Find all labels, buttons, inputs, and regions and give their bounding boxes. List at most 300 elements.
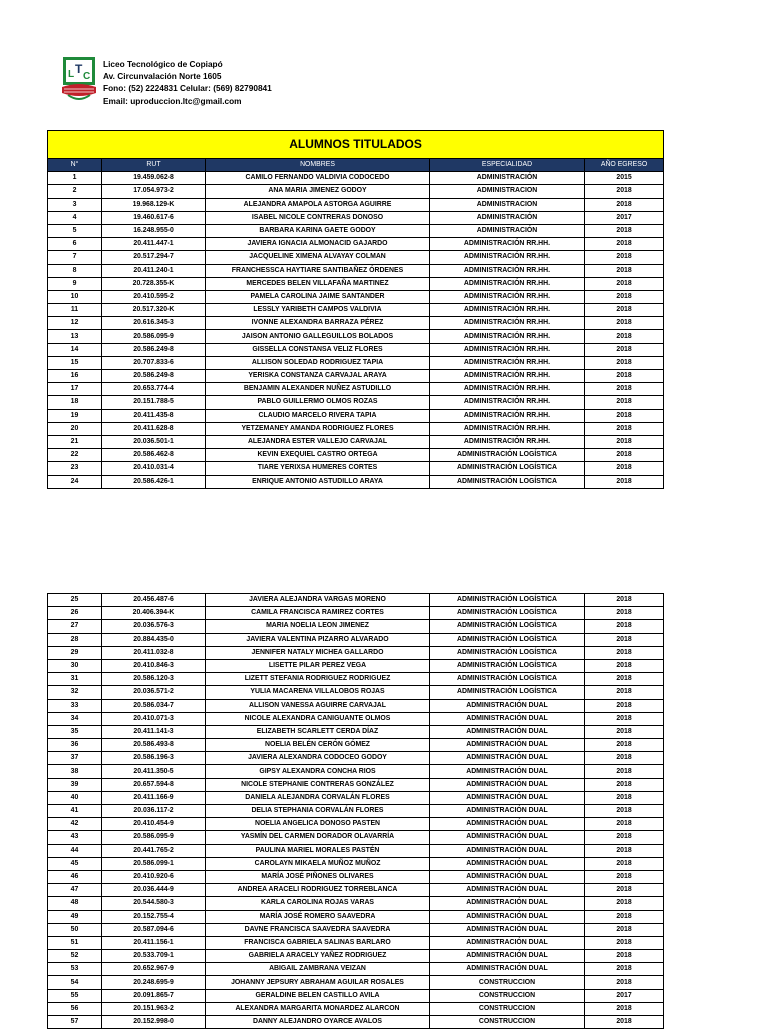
header-rut: RUT (102, 159, 206, 172)
cell-number: 27 (48, 620, 102, 633)
cell-year: 2018 (585, 330, 664, 343)
cell-name: DANNY ALEJANDRO OYARCE AVALOS (206, 1016, 430, 1029)
cell-name: BARBARA KARINA GAETE GODOY (206, 224, 430, 237)
table-row (48, 739, 664, 752)
cell-specialty: ADMINISTRACIÓN DUAL (430, 936, 585, 949)
cell-rut: 17.054.973-2 (102, 185, 206, 198)
table-row (48, 950, 664, 963)
cell-year: 2018 (585, 936, 664, 949)
cell-number: 26 (48, 607, 102, 620)
cell-rut: 19.459.062-8 (102, 172, 206, 185)
cell-name: CAROLAYN MIKAELA MUÑOZ MUÑOZ (206, 857, 430, 870)
cell-rut: 16.248.955-0 (102, 224, 206, 237)
cell-specialty: CONSTRUCCION (430, 976, 585, 989)
cell-rut: 20.586.249-8 (102, 343, 206, 356)
table-header-row (48, 159, 664, 172)
cell-year: 2018 (585, 818, 664, 831)
cell-name: JACQUELINE XIMENA ALVAYAY COLMAN (206, 251, 430, 264)
cell-specialty: ADMINISTRACIÓN DUAL (430, 923, 585, 936)
cell-rut: 20.411.435-8 (102, 409, 206, 422)
cell-year: 2018 (585, 356, 664, 369)
cell-year: 2018 (585, 739, 664, 752)
cell-rut: 20.091.865-7 (102, 989, 206, 1002)
table-row (48, 725, 664, 738)
cell-specialty: ADMINISTRACIÓN LOGÍSTICA (430, 673, 585, 686)
cell-name: MARÍA JOSÉ PIÑONES OLIVARES (206, 870, 430, 883)
table-row (48, 1016, 664, 1029)
cell-number: 20 (48, 422, 102, 435)
cell-year: 2018 (585, 778, 664, 791)
table-row (48, 475, 664, 488)
cell-specialty: ADMINISTRACIÓN LOGÍSTICA (430, 449, 585, 462)
cell-name: IVONNE ALEXANDRA BARRAZA PÉREZ (206, 317, 430, 330)
cell-specialty: ADMINISTRACIÓN RR.HH. (430, 422, 585, 435)
cell-number: 5 (48, 224, 102, 237)
cell-rut: 20.411.628-8 (102, 422, 206, 435)
table-row (48, 290, 664, 303)
cell-number: 17 (48, 383, 102, 396)
cell-specialty: ADMINISTRACIÓN RR.HH. (430, 317, 585, 330)
table-row (48, 422, 664, 435)
table-row (48, 238, 664, 251)
table-row (48, 396, 664, 409)
table-row (48, 1002, 664, 1015)
cell-year: 2018 (585, 396, 664, 409)
cell-name: FRANCHESSCA HAYTIARE SANTIBAÑEZ ÓRDENES (206, 264, 430, 277)
cell-year: 2018 (585, 1016, 664, 1029)
cell-year: 2018 (585, 422, 664, 435)
cell-year: 2018 (585, 725, 664, 738)
cell-number: 24 (48, 475, 102, 488)
cell-specialty: CONSTRUCCION (430, 1016, 585, 1029)
cell-specialty: ADMINISTRACIÓN RR.HH. (430, 396, 585, 409)
school-phone: Fono: (52) 2224831 Celular: (569) 82790841 (103, 83, 272, 94)
cell-rut: 20.152.755-4 (102, 910, 206, 923)
cell-number: 2 (48, 185, 102, 198)
table-row (48, 264, 664, 277)
school-logo-icon (60, 55, 98, 103)
cell-rut: 20.411.166-9 (102, 791, 206, 804)
cell-number: 56 (48, 1002, 102, 1015)
cell-year: 2018 (585, 370, 664, 383)
cell-number: 47 (48, 884, 102, 897)
cell-year: 2018 (585, 633, 664, 646)
table-row (48, 870, 664, 883)
cell-name: ALEJANDRA ESTER VALLEJO CARVAJAL (206, 435, 430, 448)
cell-name: PAULINA MARIEL MORALES PASTÉN (206, 844, 430, 857)
cell-year: 2018 (585, 752, 664, 765)
cell-name: GISSELLA CONSTANSA VELIZ FLORES (206, 343, 430, 356)
cell-specialty: ADMINISTRACIÓN DUAL (430, 765, 585, 778)
cell-year: 2018 (585, 831, 664, 844)
cell-name: JAVIERA VALENTINA PIZARRO ALVARADO (206, 633, 430, 646)
graduates-table-page2-body (48, 594, 664, 1029)
cell-specialty: ADMINISTRACIÓN LOGÍSTICA (430, 659, 585, 672)
cell-number: 35 (48, 725, 102, 738)
cell-number: 44 (48, 844, 102, 857)
cell-name: ANDREA ARACELI RODRIGUEZ TORREBLANCA (206, 884, 430, 897)
table-row (48, 594, 664, 607)
cell-number: 36 (48, 739, 102, 752)
cell-name: ALEXANDRA MARGARITA MONARDEZ ALARCON (206, 1002, 430, 1015)
cell-number: 19 (48, 409, 102, 422)
cell-year: 2018 (585, 805, 664, 818)
cell-rut: 20.411.032-8 (102, 646, 206, 659)
cell-specialty: ADMINISTRACIÓN LOGÍSTICA (430, 646, 585, 659)
header-names: NOMBRES (206, 159, 430, 172)
cell-number: 51 (48, 936, 102, 949)
cell-specialty: ADMINISTRACIÓN RR.HH. (430, 409, 585, 422)
cell-name: MARÍA JOSÉ ROMERO SAAVEDRA (206, 910, 430, 923)
table-row (48, 963, 664, 976)
cell-year: 2018 (585, 950, 664, 963)
cell-number: 8 (48, 264, 102, 277)
cell-rut: 20.586.426-1 (102, 475, 206, 488)
cell-year: 2018 (585, 765, 664, 778)
cell-specialty: ADMINISTRACION (430, 198, 585, 211)
table-row (48, 936, 664, 949)
cell-year: 2018 (585, 304, 664, 317)
table-row (48, 778, 664, 791)
cell-name: LISETTE PILAR PEREZ VEGA (206, 659, 430, 672)
cell-year: 2018 (585, 659, 664, 672)
table-row (48, 805, 664, 818)
cell-number: 22 (48, 449, 102, 462)
cell-year: 2018 (585, 699, 664, 712)
cell-specialty: ADMINISTRACIÓN LOGÍSTICA (430, 594, 585, 607)
cell-rut: 20.884.435-0 (102, 633, 206, 646)
cell-rut: 20.248.695-9 (102, 976, 206, 989)
cell-year: 2018 (585, 383, 664, 396)
cell-specialty: ADMINISTRACIÓN RR.HH. (430, 290, 585, 303)
table-row (48, 659, 664, 672)
cell-rut: 20.517.320-K (102, 304, 206, 317)
table-row (48, 251, 664, 264)
cell-year: 2018 (585, 251, 664, 264)
cell-specialty: ADMINISTRACIÓN RR.HH. (430, 264, 585, 277)
cell-name: JAISON ANTONIO GALLEGUILLOS BOLADOS (206, 330, 430, 343)
cell-rut: 20.586.120-3 (102, 673, 206, 686)
cell-specialty: ADMINISTRACIÓN LOGÍSTICA (430, 607, 585, 620)
cell-name: LIZETT STEFANIA RODRIGUEZ RODRIGUEZ (206, 673, 430, 686)
cell-name: YETZEMANEY AMANDA RODRIGUEZ FLORES (206, 422, 430, 435)
cell-name: BENJAMIN ALEXANDER NUÑEZ ASTUDILLO (206, 383, 430, 396)
cell-number: 12 (48, 317, 102, 330)
cell-specialty: CONSTRUCCION (430, 1002, 585, 1015)
cell-rut: 20.410.595-2 (102, 290, 206, 303)
cell-name: NOELIA ANGELICA DONOSO PASTEN (206, 818, 430, 831)
cell-specialty: ADMINISTRACIÓN DUAL (430, 844, 585, 857)
cell-number: 54 (48, 976, 102, 989)
table-row (48, 910, 664, 923)
cell-specialty: ADMINISTRACIÓN (430, 211, 585, 224)
table-row (48, 646, 664, 659)
cell-number: 16 (48, 370, 102, 383)
table-row (48, 818, 664, 831)
table-row (48, 844, 664, 857)
cell-year: 2018 (585, 976, 664, 989)
cell-year: 2015 (585, 172, 664, 185)
cell-specialty: ADMINISTRACIÓN DUAL (430, 884, 585, 897)
cell-specialty: ADMINISTRACIÓN RR.HH. (430, 370, 585, 383)
cell-rut: 20.653.774-4 (102, 383, 206, 396)
table-row (48, 449, 664, 462)
table-row (48, 686, 664, 699)
cell-number: 3 (48, 198, 102, 211)
cell-year: 2018 (585, 185, 664, 198)
cell-number: 40 (48, 791, 102, 804)
cell-rut: 20.586.493-8 (102, 739, 206, 752)
cell-number: 52 (48, 950, 102, 963)
cell-rut: 20.728.355-K (102, 277, 206, 290)
table-row (48, 224, 664, 237)
cell-name: CLAUDIO MARCELO RIVERA TAPIA (206, 409, 430, 422)
cell-specialty: ADMINISTRACIÓN DUAL (430, 712, 585, 725)
cell-name: ISABEL NICOLE CONTRERAS DONOSO (206, 211, 430, 224)
cell-specialty: ADMINISTRACIÓN DUAL (430, 818, 585, 831)
table-row (48, 198, 664, 211)
cell-number: 34 (48, 712, 102, 725)
cell-year: 2018 (585, 238, 664, 251)
table-row (48, 620, 664, 633)
cell-number: 53 (48, 963, 102, 976)
cell-specialty: ADMINISTRACIÓN DUAL (430, 739, 585, 752)
cell-rut: 20.517.294-7 (102, 251, 206, 264)
cell-rut: 20.036.444-9 (102, 884, 206, 897)
cell-year: 2018 (585, 844, 664, 857)
cell-name: PAMELA CAROLINA JAIME SANTANDER (206, 290, 430, 303)
cell-specialty: ADMINISTRACIÓN DUAL (430, 805, 585, 818)
table-row (48, 699, 664, 712)
cell-number: 31 (48, 673, 102, 686)
header-graduation-year: AÑO EGRESO (585, 159, 664, 172)
cell-rut: 20.652.967-9 (102, 963, 206, 976)
cell-specialty: ADMINISTRACIÓN LOGÍSTICA (430, 633, 585, 646)
cell-year: 2017 (585, 989, 664, 1002)
cell-specialty: ADMINISTRACIÓN DUAL (430, 950, 585, 963)
cell-number: 42 (48, 818, 102, 831)
school-name: Liceo Tecnológico de Copiapó (103, 59, 223, 69)
cell-name: ENRIQUE ANTONIO ASTUDILLO ARAYA (206, 475, 430, 488)
cell-year: 2018 (585, 910, 664, 923)
cell-name: DAVNE FRANCISCA SAAVEDRA SAAVEDRA (206, 923, 430, 936)
cell-number: 14 (48, 343, 102, 356)
cell-name: JAVIERA ALEXANDRA CODOCEO GODOY (206, 752, 430, 765)
school-email: Email: uproduccion.ltc@gmail.com (103, 95, 242, 106)
cell-rut: 20.151.963-2 (102, 1002, 206, 1015)
cell-specialty: ADMINISTRACIÓN DUAL (430, 963, 585, 976)
cell-name: DANIELA ALEJANDRA CORVALÁN FLORES (206, 791, 430, 804)
cell-year: 2018 (585, 317, 664, 330)
cell-rut: 20.411.141-3 (102, 725, 206, 738)
cell-specialty: ADMINISTRACIÓN (430, 224, 585, 237)
table-row (48, 607, 664, 620)
cell-year: 2018 (585, 290, 664, 303)
cell-name: MARIA NOELIA LEON JIMENEZ (206, 620, 430, 633)
cell-name: LESSLY YARIBETH CAMPOS VALDIVIA (206, 304, 430, 317)
table-row (48, 462, 664, 475)
cell-rut: 20.411.350-5 (102, 765, 206, 778)
cell-specialty: ADMINISTRACIÓN DUAL (430, 910, 585, 923)
cell-number: 10 (48, 290, 102, 303)
cell-name: GABRIELA ARACELY YAÑEZ RODRIGUEZ (206, 950, 430, 963)
cell-name: YULIA MACARENA VILLALOBOS ROJAS (206, 686, 430, 699)
cell-rut: 20.036.501-1 (102, 435, 206, 448)
cell-rut: 20.036.117-2 (102, 805, 206, 818)
cell-name: JAVIERA ALEJANDRA VARGAS MORENO (206, 594, 430, 607)
cell-specialty: ADMINISTRACIÓN RR.HH. (430, 383, 585, 396)
cell-name: FRANCISCA GABRIELA SALINAS BARLARO (206, 936, 430, 949)
cell-rut: 19.460.617-6 (102, 211, 206, 224)
cell-name: DELIA STEPHANIA CORVALÁN FLORES (206, 805, 430, 818)
cell-number: 39 (48, 778, 102, 791)
table-row (48, 409, 664, 422)
cell-number: 21 (48, 435, 102, 448)
cell-name: CAMILA FRANCISCA RAMIREZ CORTES (206, 607, 430, 620)
table-row (48, 897, 664, 910)
header-specialty: ESPECIALIDAD (430, 159, 585, 172)
cell-rut: 20.411.240-1 (102, 264, 206, 277)
cell-number: 18 (48, 396, 102, 409)
cell-rut: 20.410.920-6 (102, 870, 206, 883)
cell-year: 2018 (585, 224, 664, 237)
table-row (48, 370, 664, 383)
cell-number: 4 (48, 211, 102, 224)
cell-number: 13 (48, 330, 102, 343)
cell-name: ANA MARIA JIMENEZ GODOY (206, 185, 430, 198)
cell-name: ALLISON VANESSA AGUIRRE CARVAJAL (206, 699, 430, 712)
cell-specialty: ADMINISTRACIÓN DUAL (430, 752, 585, 765)
cell-name: JOHANNY JEPSURY ABRAHAM AGUILAR ROSALES (206, 976, 430, 989)
cell-number: 41 (48, 805, 102, 818)
cell-name: JAVIERA IGNACIA ALMONACID GAJARDO (206, 238, 430, 251)
table-row (48, 172, 664, 185)
cell-year: 2017 (585, 211, 664, 224)
svg-text:T: T (75, 62, 83, 76)
cell-specialty: ADMINISTRACIÓN DUAL (430, 778, 585, 791)
cell-name: PABLO GUILLERMO OLMOS ROZAS (206, 396, 430, 409)
cell-year: 2018 (585, 264, 664, 277)
cell-rut: 20.657.594-8 (102, 778, 206, 791)
cell-number: 28 (48, 633, 102, 646)
cell-number: 9 (48, 277, 102, 290)
cell-rut: 20.533.709-1 (102, 950, 206, 963)
cell-specialty: ADMINISTRACIÓN RR.HH. (430, 435, 585, 448)
cell-year: 2018 (585, 475, 664, 488)
table-row (48, 277, 664, 290)
cell-number: 29 (48, 646, 102, 659)
cell-specialty: CONSTRUCCION (430, 989, 585, 1002)
cell-year: 2018 (585, 646, 664, 659)
cell-number: 50 (48, 923, 102, 936)
cell-rut: 20.411.156-1 (102, 936, 206, 949)
cell-specialty: ADMINISTRACIÓN RR.HH. (430, 251, 585, 264)
cell-rut: 20.411.447-1 (102, 238, 206, 251)
cell-year: 2018 (585, 870, 664, 883)
cell-specialty: ADMINISTRACIÓN RR.HH. (430, 304, 585, 317)
cell-year: 2018 (585, 897, 664, 910)
cell-rut: 20.544.580-3 (102, 897, 206, 910)
cell-rut: 20.586.196-3 (102, 752, 206, 765)
table-row (48, 356, 664, 369)
cell-rut: 20.410.846-3 (102, 659, 206, 672)
cell-year: 2018 (585, 673, 664, 686)
cell-year: 2018 (585, 686, 664, 699)
cell-specialty: ADMINISTRACION (430, 185, 585, 198)
cell-name: GERALDINE BELEN CASTILLO AVILA (206, 989, 430, 1002)
cell-year: 2018 (585, 1002, 664, 1015)
cell-rut: 20.586.034-7 (102, 699, 206, 712)
table-row (48, 343, 664, 356)
cell-specialty: ADMINISTRACIÓN RR.HH. (430, 238, 585, 251)
cell-name: TIARE YERIXSA HUMERES CORTES (206, 462, 430, 475)
cell-name: CAMILO FERNANDO VALDIVIA CODOCEDO (206, 172, 430, 185)
cell-year: 2018 (585, 409, 664, 422)
header-number: N° (48, 159, 102, 172)
cell-specialty: ADMINISTRACIÓN RR.HH. (430, 356, 585, 369)
table-row (48, 435, 664, 448)
cell-number: 33 (48, 699, 102, 712)
cell-name: KEVIN EXEQUIEL CASTRO ORTEGA (206, 449, 430, 462)
cell-year: 2018 (585, 607, 664, 620)
cell-name: KARLA CAROLINA ROJAS VARAS (206, 897, 430, 910)
cell-rut: 20.036.576-3 (102, 620, 206, 633)
cell-number: 57 (48, 1016, 102, 1029)
graduates-table-page1 (47, 130, 664, 489)
cell-specialty: ADMINISTRACIÓN LOGÍSTICA (430, 475, 585, 488)
cell-year: 2018 (585, 857, 664, 870)
cell-specialty: ADMINISTRACIÓN DUAL (430, 831, 585, 844)
cell-number: 46 (48, 870, 102, 883)
cell-number: 1 (48, 172, 102, 185)
cell-specialty: ADMINISTRACIÓN RR.HH. (430, 277, 585, 290)
cell-number: 23 (48, 462, 102, 475)
cell-specialty: ADMINISTRACIÓN DUAL (430, 725, 585, 738)
cell-specialty: ADMINISTRACIÓN LOGÍSTICA (430, 462, 585, 475)
cell-rut: 20.406.394-K (102, 607, 206, 620)
cell-rut: 20.410.454-9 (102, 818, 206, 831)
cell-name: ELIZABETH SCARLETT CERDA DÍAZ (206, 725, 430, 738)
cell-rut: 20.410.031-4 (102, 462, 206, 475)
table-row (48, 633, 664, 646)
cell-specialty: ADMINISTRACIÓN LOGÍSTICA (430, 620, 585, 633)
cell-rut: 20.587.094-6 (102, 923, 206, 936)
table-row (48, 185, 664, 198)
cell-year: 2018 (585, 277, 664, 290)
cell-rut: 20.456.487-6 (102, 594, 206, 607)
table-row (48, 317, 664, 330)
cell-specialty: ADMINISTRACIÓN DUAL (430, 791, 585, 804)
cell-number: 38 (48, 765, 102, 778)
cell-name: YERISKA CONSTANZA CARVAJAL ARAYA (206, 370, 430, 383)
table-row (48, 884, 664, 897)
table-row (48, 211, 664, 224)
school-address: Av. Circunvalación Norte 1605 (103, 71, 222, 82)
cell-rut: 20.586.095-9 (102, 831, 206, 844)
cell-name: MERCEDES BELEN VILLAFAÑA MARTINEZ (206, 277, 430, 290)
cell-number: 43 (48, 831, 102, 844)
cell-name: ABIGAIL ZAMBRANA VEIZAN (206, 963, 430, 976)
cell-year: 2018 (585, 884, 664, 897)
cell-year: 2018 (585, 620, 664, 633)
cell-year: 2018 (585, 198, 664, 211)
cell-year: 2018 (585, 963, 664, 976)
cell-name: NICOLE STEPHANIE CONTRERAS GONZÁLEZ (206, 778, 430, 791)
cell-specialty: ADMINISTRACIÓN DUAL (430, 699, 585, 712)
cell-number: 30 (48, 659, 102, 672)
graduates-table-page2 (47, 593, 664, 1029)
cell-number: 45 (48, 857, 102, 870)
